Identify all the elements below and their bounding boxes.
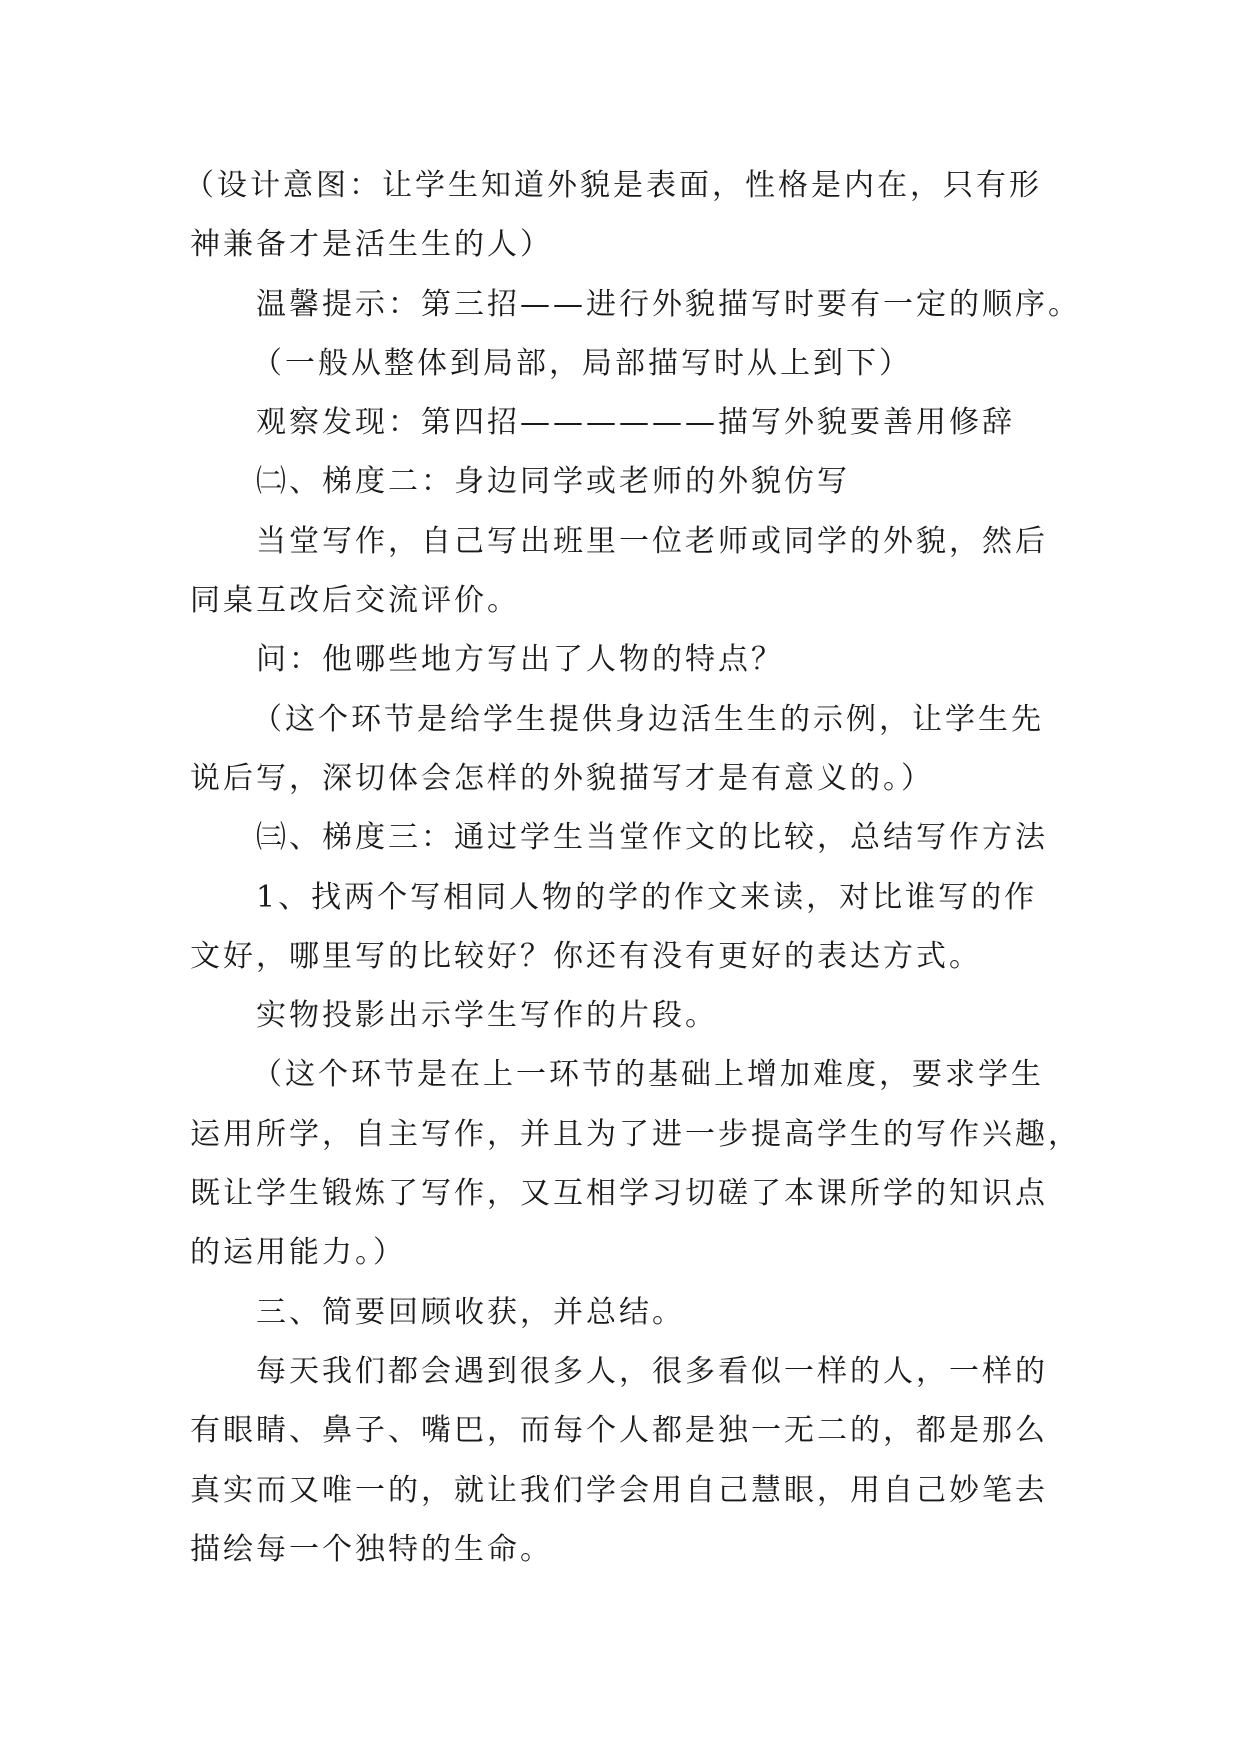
observation-fourth-move: 观察发现：第四招——————描写外貌要善用修辞 <box>256 405 1015 441</box>
paragraph-conclusion-line-3: 真实而又唯一的，就让我们学会用自己慧眼，用自己妙笔去 <box>190 1472 1048 1508</box>
paragraph-design-intent-line-2: 神兼备才是活生生的人） <box>190 227 553 263</box>
tip-third-move: 温馨提示：第三招——进行外貌描写时要有一定的顺序。 <box>256 286 1081 322</box>
paragraph-compare-essays-line-1: 1、找两个写相同人物的学的作文来读，对比谁写的作 <box>256 879 1038 915</box>
section-heading-gradient-two: ㈡、梯度二：身边同学或老师的外貌仿写 <box>256 464 850 500</box>
paragraph-conclusion-line-1: 每天我们都会遇到很多人，很多看似一样的人，一样的 <box>256 1353 1048 1389</box>
paragraph-conclusion-line-4: 描绘每一个独特的生命。 <box>190 1531 553 1567</box>
paragraph-compare-essays-line-2: 文好，哪里写的比较好？你还有没有更好的表达方式。 <box>190 938 982 974</box>
paragraph-classroom-writing-line-2: 同桌互改后交流评价。 <box>190 583 520 619</box>
paragraph-projection: 实物投影出示学生写作的片段。 <box>256 998 718 1034</box>
document-body <box>184 156 1081 1579</box>
paragraph-conclusion-line-2: 有眼睛、鼻子、嘴巴，而每个人都是独一无二的，都是那么 <box>190 1413 1048 1449</box>
paragraph-difficulty-note-line-1: （这个环节是在上一环节的基础上增加难度，要求学生 <box>252 1057 1044 1093</box>
paragraph-difficulty-note-line-3: 既让学生锻炼了写作，又互相学习切磋了本课所学的知识点 <box>190 1176 1048 1212</box>
section-heading-gradient-three: ㈢、梯度三：通过学生当堂作文的比较，总结写作方法 <box>256 820 1048 856</box>
paragraph-example-note-line-1: （这个环节是给学生提供身边活生生的示例，让学生先 <box>252 701 1044 737</box>
paragraph-classroom-writing-line-1: 当堂写作，自己写出班里一位老师或同学的外貌，然后 <box>256 523 1048 559</box>
paragraph-example-note-line-2: 说后写，深切体会怎样的外貌描写才是有意义的。） <box>190 760 934 796</box>
paragraph-design-intent-line-1: （设计意图：让学生知道外貌是表面，性格是内在，只有形 <box>184 168 1042 203</box>
section-heading-review: 三、简要回顾收获，并总结。 <box>256 1294 685 1330</box>
question-character-features: 问：他哪些地方写出了人物的特点？ <box>256 642 784 678</box>
paragraph-difficulty-note-line-2: 运用所学，自主写作，并且为了进一步提高学生的写作兴趣， <box>190 1116 1081 1152</box>
paragraph-difficulty-note-line-4: 的运用能力。） <box>190 1235 406 1271</box>
tip-order-note: （一般从整体到局部，局部描写时从上到下） <box>252 345 912 381</box>
